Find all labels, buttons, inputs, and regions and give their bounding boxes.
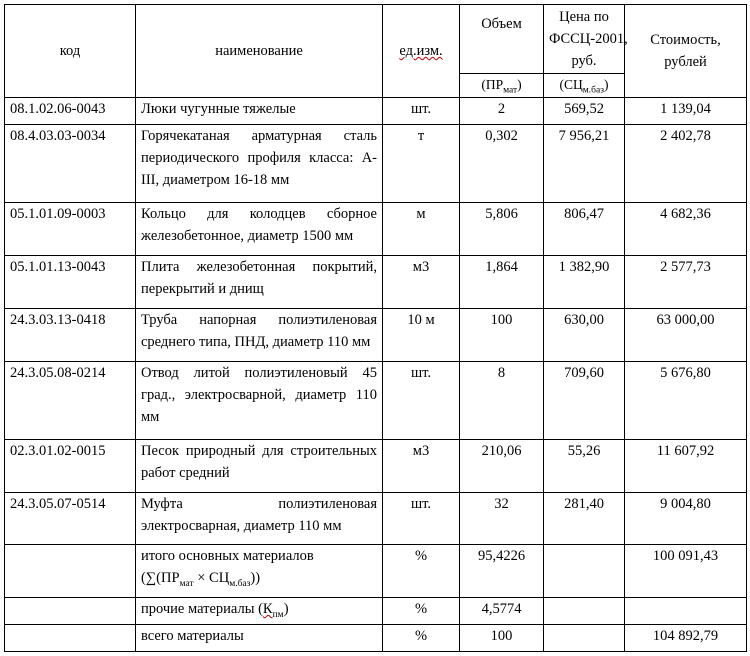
table-row [5, 439, 747, 492]
table-row [5, 124, 747, 202]
cell-price: 569,52 [544, 98, 625, 125]
header-cost: Стоимость, рублей [625, 5, 747, 98]
cell-unit: шт. [383, 361, 460, 439]
cell-code: 08.4.03.03-0034 [5, 124, 136, 202]
cell-name: Отвод литой полиэтиленовый 45 град., электросварной, диаметр 110 мм [136, 361, 383, 439]
header-price-sub [544, 74, 625, 98]
price-sub-prefix: (СЦ [559, 77, 583, 92]
cell-code: 24.3.05.08-0214 [5, 361, 136, 439]
cell-price: 709,60 [544, 361, 625, 439]
cell-cost: 63 000,00 [625, 308, 747, 361]
cell-volume: 8 [460, 361, 544, 439]
table-row [5, 203, 747, 256]
cell-name: Люки чугунные тяжелые [136, 98, 383, 125]
volume-sub-index: мат [503, 85, 518, 96]
formula-prefix: (∑(ПР [141, 570, 180, 587]
cell-volume: 100 [460, 308, 544, 361]
total-all-code [5, 625, 136, 652]
total-other-label [136, 598, 383, 625]
cell-name: Песок природный для строительных работ средний [136, 439, 383, 492]
cell-cost: 1 139,04 [625, 98, 747, 125]
cell-price: 7 956,21 [544, 124, 625, 202]
total-all-row [5, 625, 747, 652]
cell-unit: шт. [383, 492, 460, 545]
cell-unit: м [383, 203, 460, 256]
cell-name: Муфта полиэтиленовая электросварная, диаметр 110 мм [136, 492, 383, 545]
cell-name: Плита железобетонная покрытий, перекрытий и днищ [136, 256, 383, 309]
cell-price: 1 382,90 [544, 256, 625, 309]
total-main-volume: 95,4226 [460, 545, 544, 598]
header-unit [383, 5, 460, 98]
other-label-prefix: прочие материалы ( [141, 601, 263, 618]
other-label-k [262, 601, 284, 620]
formula-suffix: )) [250, 570, 261, 587]
cell-price: 630,00 [544, 308, 625, 361]
total-other-unit: % [383, 598, 460, 625]
price-sub-index: м.баз [582, 85, 604, 96]
cell-price: 281,40 [544, 492, 625, 545]
total-other-row [5, 598, 747, 625]
cell-name: Горячекатаная арматурная сталь периодического профиля класса: А-III, диаметром 16-18 мм [136, 124, 383, 202]
total-other-volume: 4,5774 [460, 598, 544, 625]
table-row [5, 98, 747, 125]
cell-unit: шт. [383, 98, 460, 125]
formula-index-mat: мат [179, 579, 194, 590]
cell-name: Труба напорная полиэтиленовая среднего типа, ПНД, диаметр 110 мм [136, 308, 383, 361]
cell-code: 08.1.02.06-0043 [5, 98, 136, 125]
total-all-price [544, 625, 625, 652]
cell-code: 05.1.01.13-0043 [5, 256, 136, 309]
total-main-cost: 100 091,43 [625, 545, 747, 598]
other-label-index: пм [272, 609, 284, 620]
cell-cost: 11 607,92 [625, 439, 747, 492]
total-other-price [544, 598, 625, 625]
header-price: Цена по ФССЦ-2001, руб. [544, 5, 625, 74]
total-main-label-text: итого основных материалов [141, 548, 314, 565]
materials-estimate-table-container [4, 4, 746, 652]
total-main-formula [141, 567, 377, 589]
cell-cost: 4 682,36 [625, 203, 747, 256]
price-sub-suffix: ) [603, 77, 609, 92]
header-name: наименование [136, 5, 383, 98]
table-row [5, 361, 747, 439]
cell-volume: 1,864 [460, 256, 544, 309]
cell-code: 24.3.05.07-0514 [5, 492, 136, 545]
cell-code: 24.3.03.13-0418 [5, 308, 136, 361]
cell-code: 05.1.01.09-0003 [5, 203, 136, 256]
cell-cost: 9 004,80 [625, 492, 747, 545]
header-volume-sub [460, 74, 544, 98]
volume-sub-prefix: (ПР [481, 77, 504, 92]
table-row [5, 308, 747, 361]
cell-cost: 2 402,78 [625, 124, 747, 202]
cell-price: 806,47 [544, 203, 625, 256]
materials-estimate-table [4, 4, 747, 652]
table-row [5, 256, 747, 309]
total-other-cost [625, 598, 747, 625]
cell-volume: 2 [460, 98, 544, 125]
cell-volume: 32 [460, 492, 544, 545]
cell-cost: 5 676,80 [625, 361, 747, 439]
cell-cost: 2 577,73 [625, 256, 747, 309]
header-code: код [5, 5, 136, 98]
cell-volume: 5,806 [460, 203, 544, 256]
cell-unit: т [383, 124, 460, 202]
total-main-label [136, 545, 383, 598]
total-all-label: всего материалы [136, 625, 383, 652]
volume-sub-suffix: ) [517, 77, 522, 92]
total-main-row [5, 545, 747, 598]
formula-mid: × СЦ [193, 570, 230, 587]
cell-code: 02.3.01.02-0015 [5, 439, 136, 492]
cell-price: 55,26 [544, 439, 625, 492]
header-unit-text: ед.изм. [399, 43, 443, 59]
formula-index-mbaz: м.баз [229, 579, 251, 590]
cell-name: Кольцо для колодцев сборное железобетонное, диаметр 1500 мм [136, 203, 383, 256]
total-main-unit: % [383, 545, 460, 598]
total-all-cost: 104 892,79 [625, 625, 747, 652]
cell-unit: 10 м [383, 308, 460, 361]
header-row [5, 5, 747, 74]
cell-unit: м3 [383, 256, 460, 309]
other-label-k-letter: К [262, 601, 273, 618]
table-row [5, 492, 747, 545]
total-other-code [5, 598, 136, 625]
cell-unit: м3 [383, 439, 460, 492]
total-all-unit: % [383, 625, 460, 652]
other-label-suffix: ) [283, 601, 289, 618]
total-main-price [544, 545, 625, 598]
cell-volume: 0,302 [460, 124, 544, 202]
cell-volume: 210,06 [460, 439, 544, 492]
header-volume: Объем [460, 5, 544, 74]
total-main-code [5, 545, 136, 598]
total-all-volume: 100 [460, 625, 544, 652]
